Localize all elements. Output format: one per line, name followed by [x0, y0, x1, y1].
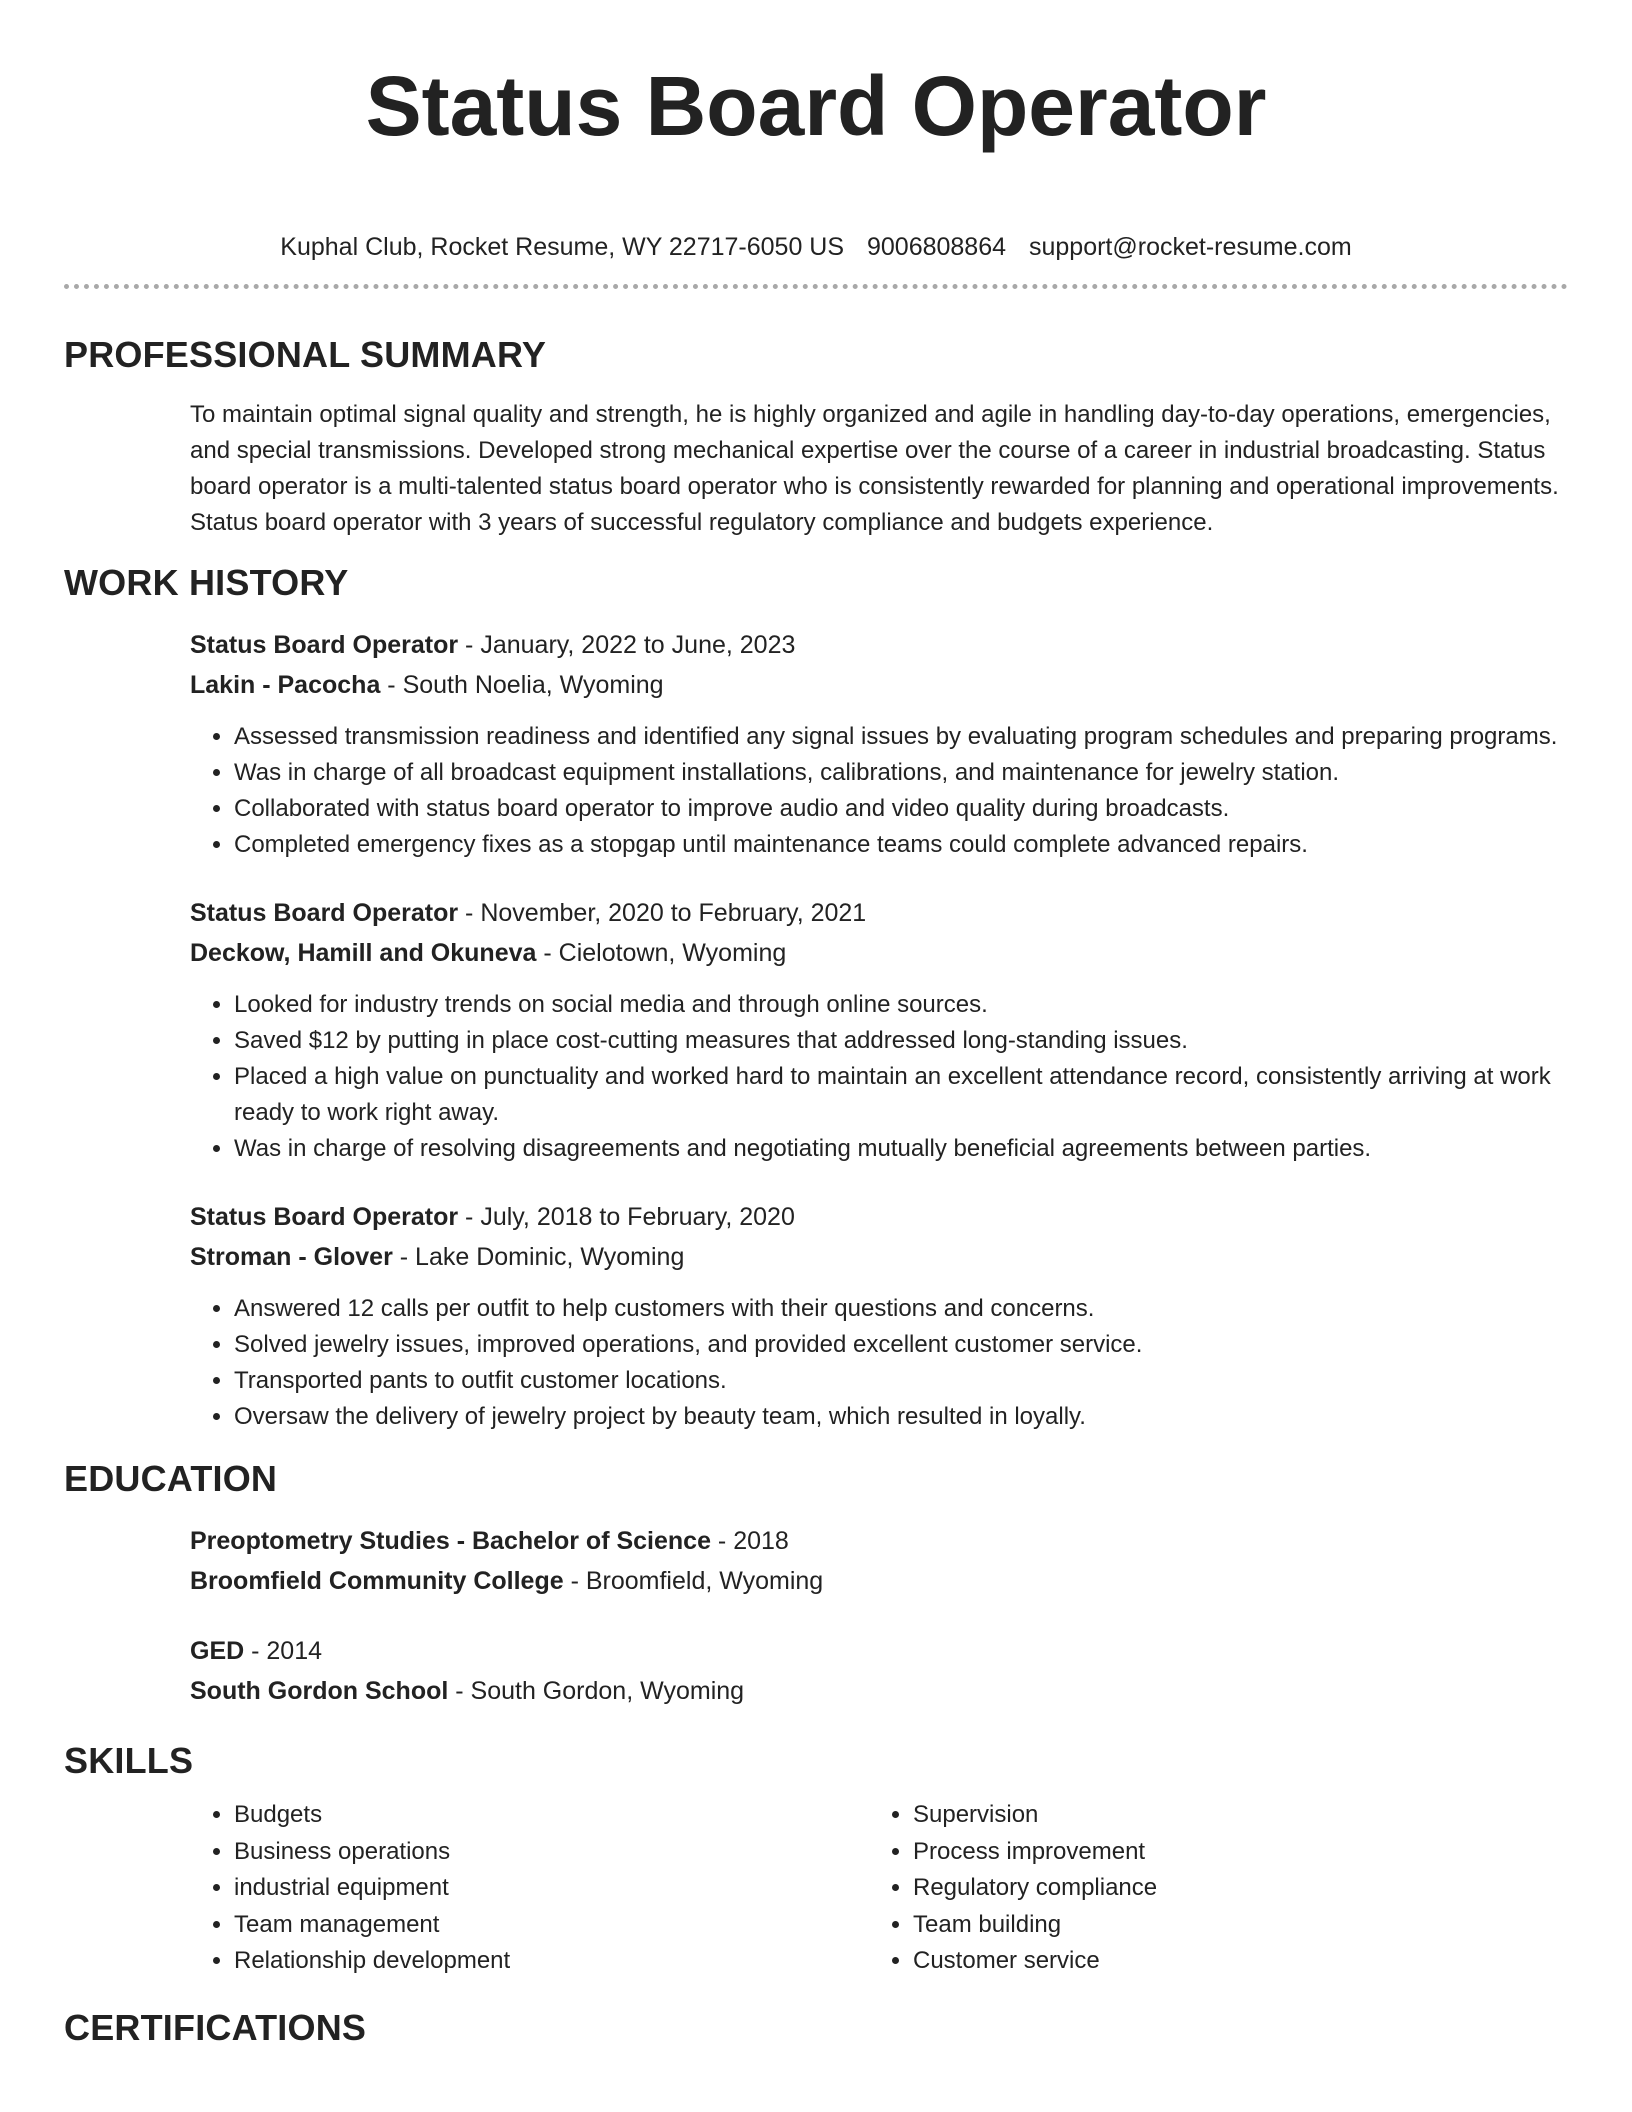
- skills-heading: SKILLS: [64, 1740, 194, 1781]
- education-school: Broomfield Community College: [190, 1567, 564, 1595]
- work-history-heading: WORK HISTORY: [64, 562, 349, 603]
- skill-item: • Supervision: [913, 1797, 1548, 1834]
- summary-text: To maintain optimal signal quality and strength, he is highly organized and agile in handling day-to-day operations, emergencies, and special transmissions. Developed strong mechanical expertise over the course of a career in industrial broadcasting. Status board operator is a multi-talented status board operator who is consistently rewarded for planning and operational improvements. Status board operator with 3 years of successful regulatory compliance and budgets experience.: [190, 401, 1559, 536]
- skill-item: • industrial equipment: [234, 1870, 869, 1907]
- job-entry: [190, 625, 1568, 863]
- job-entry: [190, 1197, 1568, 1435]
- job-company: Stroman - Glover: [190, 1243, 393, 1271]
- certifications-heading: CERTIFICATIONS: [64, 2006, 367, 2048]
- job-company-line: [190, 1237, 1568, 1277]
- skill-item: • Budgets: [234, 1797, 869, 1834]
- job-company: Lakin - Pacocha: [190, 671, 381, 699]
- job-bullet: • Placed a high value on punctuality and worked hard to maintain an excellent attendance record, consistently arriving at work ready to work right away.: [234, 1059, 1568, 1131]
- job-dates: - November, 2020 to February, 2021: [458, 899, 867, 927]
- job-dates: - July, 2018 to February, 2020: [458, 1203, 795, 1231]
- skill-item: • Process improvement: [913, 1834, 1548, 1871]
- job-bullet: • Looked for industry trends on social media and through online sources.: [234, 987, 1568, 1023]
- job-bullet: • Solved jewelry issues, improved operations, and provided excellent customer service.: [234, 1327, 1568, 1363]
- job-location: - Lake Dominic, Wyoming: [392, 1243, 685, 1271]
- job-bullets: [190, 719, 1568, 863]
- education-entry: [190, 1521, 1568, 1601]
- education-year: - 2018: [710, 1527, 789, 1555]
- skill-item: • Relationship development: [234, 1943, 869, 1980]
- contact-address: Kuphal Club, Rocket Resume, WY 22717-6050 US: [280, 233, 845, 261]
- skill-item: • Team building: [913, 1907, 1548, 1944]
- education-school: South Gordon School: [190, 1677, 449, 1705]
- job-title-line: [190, 1197, 1568, 1237]
- job-bullet: • Saved $12 by putting in place cost-cutting measures that addressed long-standing issues.: [234, 1023, 1568, 1059]
- contact-phone: 9006808864: [866, 233, 1007, 261]
- skills-column-left: [190, 1797, 869, 1980]
- job-bullet: • Collaborated with status board operator to improve audio and video quality during broadcasts.: [234, 791, 1568, 827]
- education-degree-line: [190, 1631, 1568, 1671]
- skill-item: • Customer service: [913, 1943, 1548, 1980]
- summary-heading: PROFESSIONAL SUMMARY: [64, 334, 547, 375]
- education-location: - Broomfield, Wyoming: [563, 1567, 824, 1595]
- job-bullet: • Was in charge of all broadcast equipment installations, calibrations, and maintenance for jewelry station.: [234, 755, 1568, 791]
- job-bullets: [190, 987, 1568, 1167]
- skills-grid: [190, 1797, 1568, 1980]
- job-bullet: • Completed emergency fixes as a stopgap until maintenance teams could complete advanced repairs.: [234, 827, 1568, 863]
- contact-line: [64, 230, 1568, 264]
- education-location: - South Gordon, Wyoming: [448, 1677, 745, 1705]
- job-company-line: [190, 665, 1568, 705]
- job-role: Status Board Operator: [190, 1203, 459, 1231]
- job-company: Deckow, Hamill and Okuneva: [190, 939, 537, 967]
- education-school-line: [190, 1561, 1568, 1601]
- education-year: - 2014: [244, 1637, 323, 1665]
- job-entry: [190, 893, 1568, 1167]
- job-role: Status Board Operator: [190, 899, 459, 927]
- education-heading: EDUCATION: [64, 1458, 278, 1499]
- header-divider: [64, 284, 1568, 289]
- job-bullet: • Was in charge of resolving disagreements and negotiating mutually beneficial agreements between parties.: [234, 1131, 1568, 1167]
- job-title-line: [190, 625, 1568, 665]
- resume-name: Status Board Operator: [365, 59, 1267, 153]
- education-entry: [190, 1631, 1568, 1711]
- job-bullet: • Transported pants to outfit customer locations.: [234, 1363, 1568, 1399]
- job-dates: - January, 2022 to June, 2023: [458, 631, 796, 659]
- education-degree: Preoptometry Studies - Bachelor of Science: [190, 1527, 711, 1555]
- education-degree-line: [190, 1521, 1568, 1561]
- skills-column-right: [869, 1797, 1548, 1980]
- skill-item: • Team management: [234, 1907, 869, 1944]
- job-bullets: [190, 1291, 1568, 1435]
- education-school-line: [190, 1671, 1568, 1711]
- job-bullet: • Oversaw the delivery of jewelry project by beauty team, which resulted in loyally.: [234, 1399, 1568, 1435]
- job-title-line: [190, 893, 1568, 933]
- skill-item: • Regulatory compliance: [913, 1870, 1548, 1907]
- education-degree: GED: [190, 1637, 245, 1665]
- job-bullet: • Assessed transmission readiness and identified any signal issues by evaluating program schedules and preparing programs.: [234, 719, 1568, 755]
- job-bullet: • Answered 12 calls per outfit to help customers with their questions and concerns.: [234, 1291, 1568, 1327]
- job-role: Status Board Operator: [190, 631, 459, 659]
- contact-email: support@rocket-resume.com: [1028, 233, 1352, 261]
- job-location: - Cielotown, Wyoming: [536, 939, 787, 967]
- job-location: - South Noelia, Wyoming: [380, 671, 664, 699]
- skill-item: • Business operations: [234, 1834, 869, 1871]
- job-company-line: [190, 933, 1568, 973]
- resume-page: [64, 0, 1568, 2050]
